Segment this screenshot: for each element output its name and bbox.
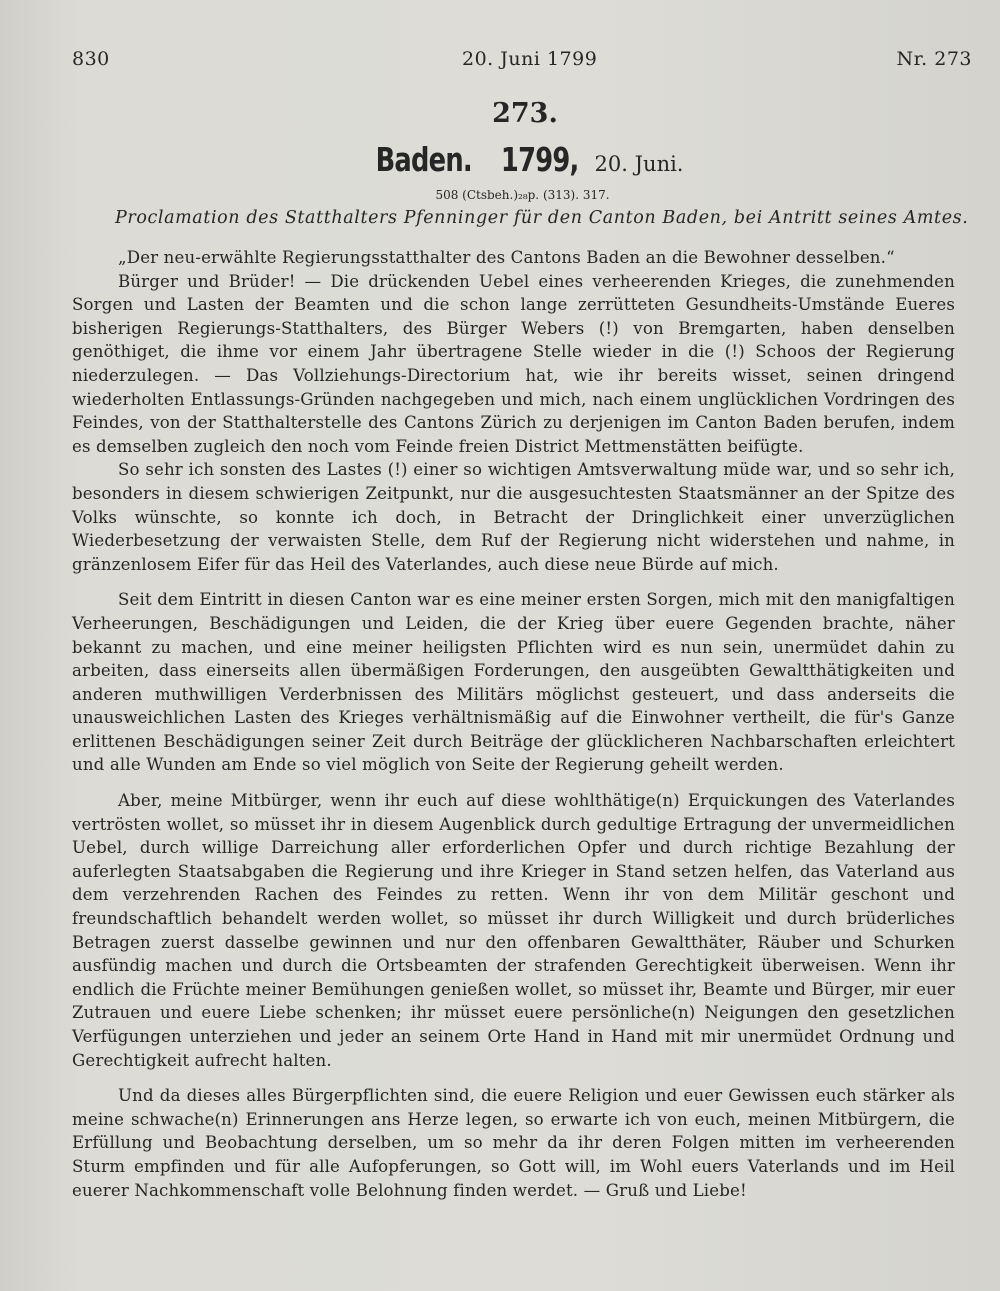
paragraph: Und da dieses alles Bürgerpflichten sind, die euere Religion und euer Gewissen euch stärker als meine schwache(n) Erinnerungen ans Herze legen, so erwarte ich von euch, meinen Mitbürgern, die Erfüllung und Beobachtung derselben, um so mehr da ihr deren Folgen mitten im verheerenden Sturm empfinden und für alle Aufopferungen, so Gott will, im Wohl euers Vaterlands und im Heil euerer Nachkommenschaft volle Belohnung finden werdet. — Gruß und Liebe!	[72, 1086, 955, 1200]
header-date: 20. Juni 1799	[462, 48, 598, 70]
paragraph: Aber, meine Mitbürger, wenn ihr euch auf diese wohlthätige(n) Erquickungen des Vaterlandes vertrösten wollet, so müsset ihr in diesem Augenblick durch gedultige Ertragung der unvermeidlichen Uebel, durch willige Darreichung aller erforderlichen Opfer und durch richtige Bezahlung der auferlegten Staatsabgaben die Regierung und ihre Krieger in Stand setzen helfen, das Vaterland aus dem verzehrenden Rachen des Feindes zu retten. Wenn ihr von dem Militär geschont und freundschaftlich behandelt werden wollet, so müsset ihr durch Willigkeit und durch brüderliches Betragen zuerst dasselbe gewinnen und nur den offenbaren Gewaltthäter, Räuber und Schurken ausfündig machen und durch die Ortsbeamten der strafenden Gerechtigkeit überweisen. Wenn ihr endlich die Früchte meiner Bemühungen genießen wollet, so müsset ihr, Beamte und Bürger, mir euer Zutrauen und euere Liebe schenken; ihr müsset euere persönliche(n) Neigungen den gesetzlichen Verfügungen unterziehen und jeder an seinem Orte Hand in Hand mit mir unermüdet Ordnung und Gerechtigkeit aufrecht halten.	[72, 791, 955, 1070]
page-number: 830	[72, 48, 110, 70]
document-subtitle: Proclamation des Statthalters Pfenninger für den Canton Baden, bei Antritt seines Amtes.	[115, 208, 969, 228]
title-place: Baden.	[375, 140, 472, 179]
paragraph: So sehr ich sonsten des Lastes (!) einer so wichtigen Amtsverwaltung müde war, und so sehr ich, besonders in diesem schwierigen Zeitpunkt, nur die ausgesuchtesten Staatsmänner an der Spitze des Volks wünschte, so konnte ich doch, in Betracht der Dringlichkeit einer unverzüglichen Wiederbesetzung der verwaisten Stelle, dem Ruf der Regierung nicht widerstehen und nahme, in gränzenlosem Eifer für das Heil des Vaterlandes, auch diese neue Bürde auf mich.	[72, 460, 955, 574]
title-date: 20. Juni.	[594, 152, 684, 176]
paragraph: Bürger und Brüder! — Die drückenden Uebel eines verheerenden Krieges, die zunehmenden Sorgen und Lasten der Beamten und die schon lange zerrütteten Gesundheits-Umstände Eueres bisherigen Regierungs-Statthalters, des Bürger Webers (!) von Bremgarten, haben denselben genöthiget, die ihme vor einem Jahr übertragene Stelle wieder in die (!) Schoos der Regierung niederzulegen. — Das Vollziehungs-Directorium hat, wie ihr bereits wisset, seinen dringend wiederholten Entlassungs-Gründen nachgegeben und mich, nach einem unglücklichen Vordringen des Feindes, von der Statthalterstelle des Cantons Zürich zu derjenigen im Canton Baden berufen, indem es demselben zugleich den noch vom Feinde freien District Mettmenstätten beifügte.	[72, 271, 955, 456]
source-reference: 508 (Ctsbeh.)₂₈p. (313). 317.	[435, 188, 610, 202]
document-title	[0, 140, 1000, 179]
running-header	[72, 48, 972, 78]
header-document-number: Nr. 273	[896, 48, 972, 70]
paragraph-address: „Der neu-erwählte Regierungsstatthalter des Cantons Baden an die Bewohner desselben.“	[118, 248, 895, 267]
document-number: 273.	[492, 98, 558, 129]
paragraph: Seit dem Eintritt in diesen Canton war es eine meiner ersten Sorgen, mich mit den manigfaltigen Verheerungen, Beschädigungen und Leiden, die der Krieg über euere Gegenden brachte, näher bekannt zu machen, und eine meiner heiligsten Pflichten wird es nun sein, unermüdet dahin zu arbeiten, dass einerseits allen übermäßigen Forderungen, den ausgeübten Gewaltthätigkeiten und anderen muthwilligen Verderbnissen des Militärs möglichst gesteuert, und dass anderseits die unausweichlichen Lasten des Krieges verhältnismäßig auf die Einwohner vertheilt, die für's Ganze erlittenen Beschädigungen seiner Zeit durch Beiträge der glücklicheren Nachbarschaften erleichtert und alle Wunden am Ende so viel möglich von Seite der Regierung geheilt werden.	[72, 590, 955, 775]
body-text	[72, 246, 955, 1202]
title-year: 1799,	[500, 140, 579, 179]
